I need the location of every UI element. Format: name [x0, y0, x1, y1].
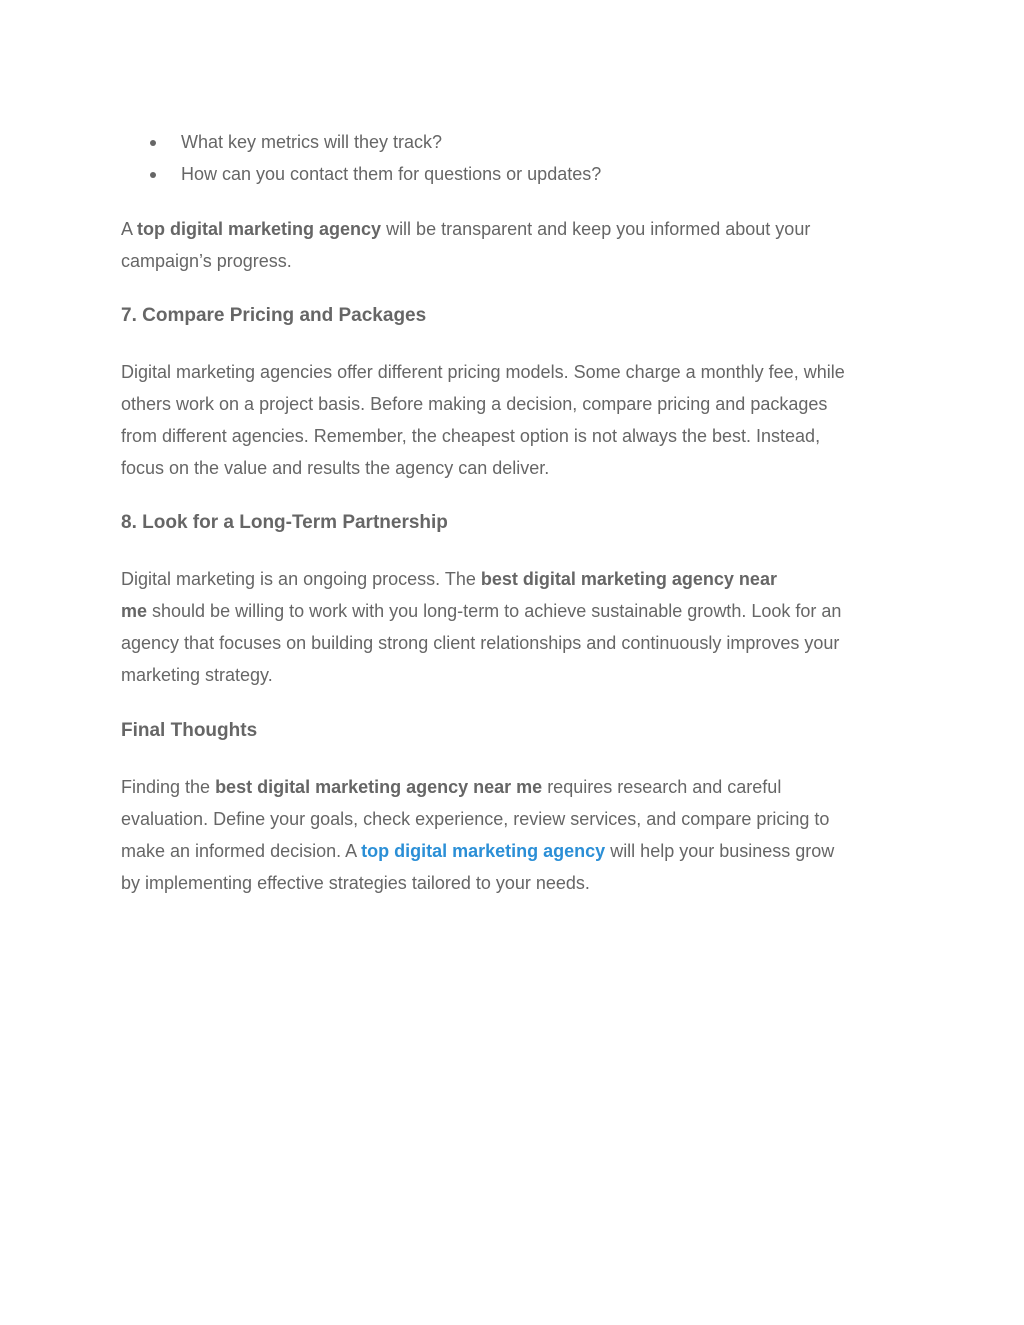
- section-heading: 7. Compare Pricing and Packages: [121, 305, 427, 326]
- paragraph-line: [121, 835, 834, 867]
- paragraph-line: [121, 563, 777, 595]
- paragraph-line: [121, 213, 810, 245]
- bold-phrase: best digital marketing agency near: [480, 569, 777, 589]
- text-run: requires research and careful: [542, 777, 782, 797]
- agency-link[interactable]: top digital marketing agency: [361, 841, 606, 861]
- paragraph-line: by implementing effective strategies tailored to your needs.: [121, 873, 590, 893]
- text-run: Finding the: [121, 777, 216, 797]
- bold-phrase: me: [121, 601, 148, 621]
- paragraph-line: campaign’s progress.: [121, 251, 292, 271]
- paragraph-line: marketing strategy.: [121, 665, 273, 685]
- paragraph-line: [121, 595, 841, 627]
- text-run: should be willing to work with you long-term to achieve sustainable growth. Look for an: [147, 601, 842, 621]
- paragraph-line: focus on the value and results the agency can deliver.: [121, 458, 550, 478]
- text-run: Digital marketing is an ongoing process. The: [121, 569, 481, 589]
- paragraph-line: [121, 771, 781, 803]
- section-heading: 8. Look for a Long-Term Partnership: [121, 512, 448, 533]
- bold-phrase: best digital marketing agency near me: [215, 777, 543, 797]
- text-run: A: [121, 219, 138, 239]
- paragraph-line: others work on a project basis. Before making a decision, compare pricing and packages: [121, 394, 828, 414]
- text-run: will help your business grow: [605, 841, 835, 861]
- bold-phrase: top digital marketing agency: [137, 219, 382, 239]
- paragraph-line: from different agencies. Remember, the cheapest option is not always the best. Instead,: [121, 426, 821, 446]
- paragraph-line: agency that focuses on building strong client relationships and continuously improves your: [121, 633, 840, 653]
- list-item-text: What key metrics will they track?: [181, 132, 443, 152]
- bullet-icon: [150, 172, 156, 178]
- text-run: make an informed decision. A: [121, 841, 362, 861]
- paragraph-line: Digital marketing agencies offer different pricing models. Some charge a monthly fee, while: [121, 362, 845, 382]
- bullet-icon: [150, 140, 156, 146]
- section-heading: Final Thoughts: [121, 720, 258, 741]
- text-run: will be transparent and keep you informed about your: [381, 219, 811, 239]
- paragraph-line: evaluation. Define your goals, check experience, review services, and compare pricing to: [121, 809, 830, 829]
- list-item-text: How can you contact them for questions or updates?: [181, 164, 602, 184]
